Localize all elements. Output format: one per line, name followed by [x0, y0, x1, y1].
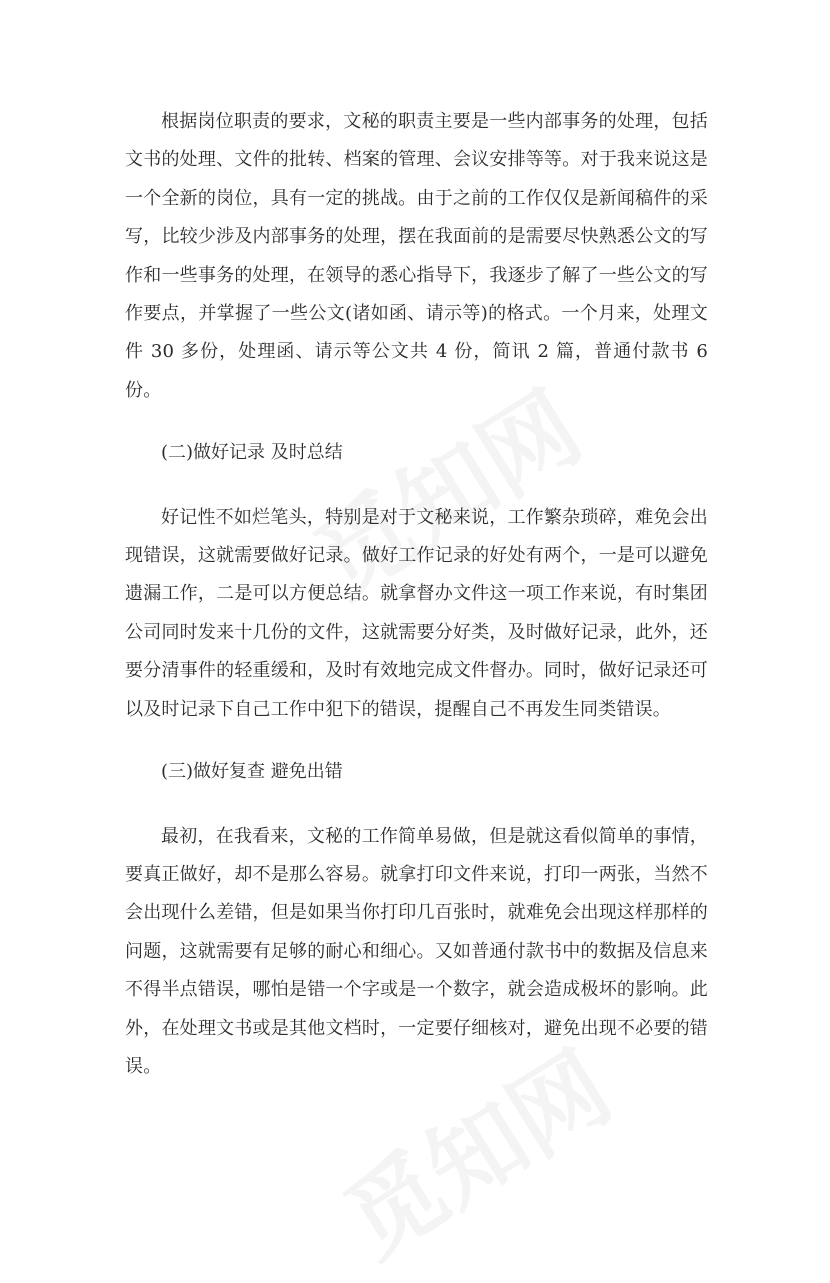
paragraph-duties: 根据岗位职责的要求，文秘的职责主要是一些内部事务的处理，包括文书的处理、文件的批转、档案的管理、会议安排等等。对于我来说这是一个全新的岗位，具有一定的挑战。由于之前的工作仅仅是新闻稿件的采写，比较少涉及内部事务的处理，摆在我面前的是需要尽快熟悉公文的写作和一些事务的处理，在领导的悉心指导下，我逐步了解了一些公文的写作要点，并掌握了一些公文(诸如函、请示等)的格式。一个月来，处理文件 30 多份，处理函、请示等公文共 4 份，简讯 2 篇，普通付款书 6 份。 [125, 111, 708, 401]
paragraph-review: 最初，在我看来，文秘的工作简单易做，但是就这看似简单的事情，要真正做好，却不是那么容易。就拿打印文件来说，打印一两张，当然不会出现什么差错，但是如果当你打印几百张时，就难免会出现这样那样的问题，这就需要有足够的耐心和细心。又如普通付款书中的数据及信息来不得半点错误，哪怕是错一个字或是一个数字，就会造成极坏的影响。此外，在处理文书或是其他文档时，一定要仔细核对，避免出现不必要的错误。 [125, 825, 708, 1077]
section-heading-record: (二)做好记录 及时总结 [161, 442, 343, 464]
section-heading-review: (三)做好复查 避免出错 [161, 761, 343, 783]
paragraph-record: 好记性不如烂笔头，特别是对于文秘来说，工作繁杂琐碎，难免会出现错误，这就需要做好记录。做好工作记录的好处有两个，一是可以避免遗漏工作，二是可以方便总结。就拿督办文件这一项工作来说，有时集团公司同时发来十几份的文件，这就需要分好类，及时做好记录，此外，还要分清事件的轻重缓和，及时有效地完成文件督办。同时，做好记录还可以及时记录下自己工作中犯下的错误，提醒自己不再发生同类错误。 [125, 506, 708, 720]
document-body [125, 103, 708, 1086]
